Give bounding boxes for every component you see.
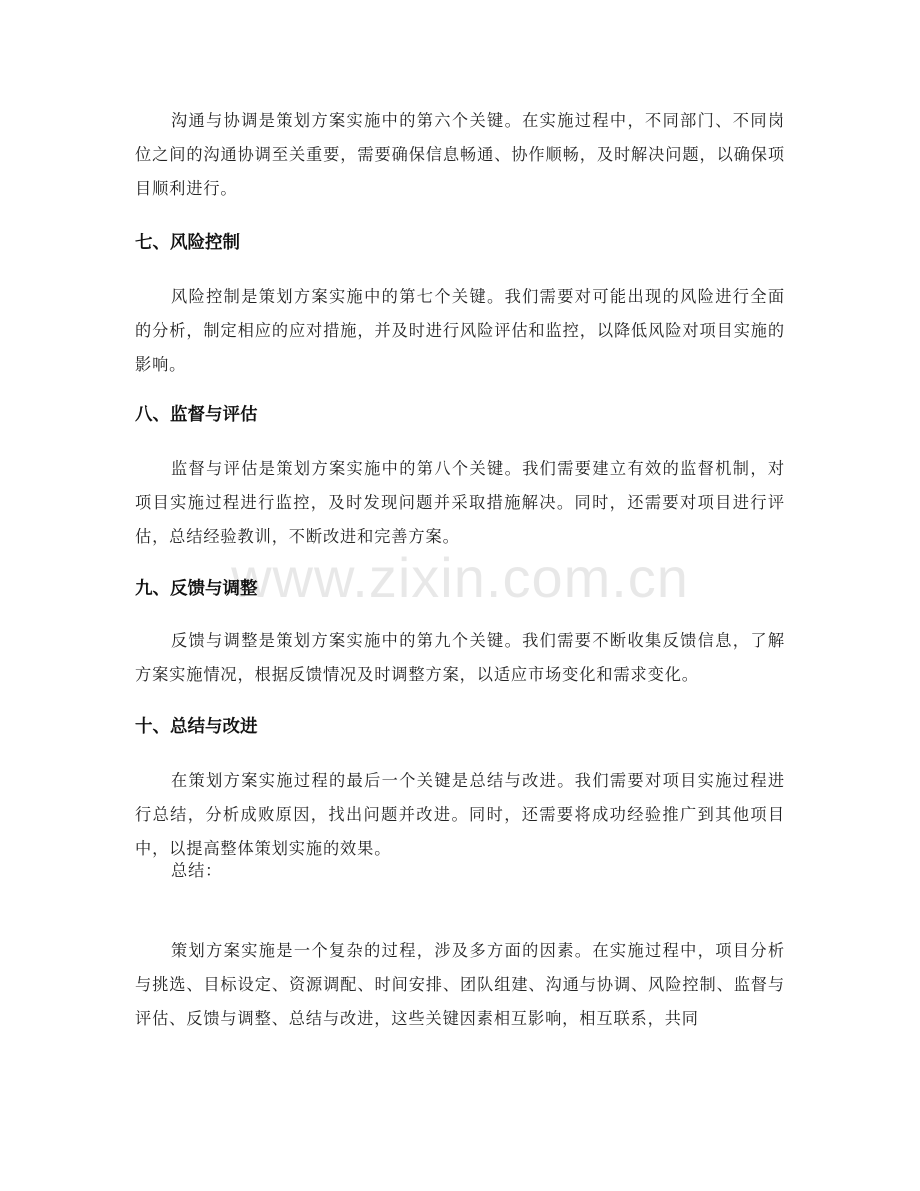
heading-risk-control: 七、风险控制	[135, 233, 240, 253]
paragraph-conclusion: 策划方案实施是一个复杂的过程，涉及多方面的因素。在实施过程中，项目分析与挑选、目标设定、资源调配、时间安排、团队组建、沟通与协调、风险控制、监督与评估、反馈与调整、总结与改进，这些关键因素相互影响，相互联系，共同	[135, 941, 785, 1028]
heading-supervision-evaluation: 八、监督与评估	[135, 405, 258, 425]
heading-summary-improvement: 十、总结与改进	[135, 717, 258, 737]
paragraph-risk-control: 风险控制是策划方案实施中的第七个关键。我们需要对可能出现的风险进行全面的分析，制定相应的应对措施，并及时进行风险评估和监控，以降低风险对项目实施的影响。	[135, 287, 785, 374]
paragraph-communication: 沟通与协调是策划方案实施中的第六个关键。在实施过程中，不同部门、不同岗位之间的沟通协调至关重要，需要确保信息畅通、协作顺畅，及时解决问题，以确保项目顺利进行。	[135, 111, 785, 198]
paragraph-supervision-evaluation: 监督与评估是策划方案实施中的第八个关键。我们需要建立有效的监督机制，对项目实施过程进行监控，及时发现问题并采取措施解决。同时，还需要对项目进行评估，总结经验教训，不断改进和完善方案。	[135, 459, 785, 546]
watermark: www.zixin.com.cn	[231, 546, 689, 609]
summary-label: 总结：	[171, 861, 223, 880]
heading-feedback-adjustment: 九、反馈与调整	[135, 579, 258, 599]
paragraph-summary-improvement: 在策划方案实施过程的最后一个关键是总结与改进。我们需要对项目实施过程进行总结，分析成败原因，找出问题并改进。同时，还需要将成功经验推广到其他项目中，以提高整体策划实施的效果。	[135, 771, 785, 858]
paragraph-feedback-adjustment: 反馈与调整是策划方案实施中的第九个关键。我们需要不断收集反馈信息，了解方案实施情况，根据反馈情况及时调整方案，以适应市场变化和需求变化。	[135, 631, 785, 684]
